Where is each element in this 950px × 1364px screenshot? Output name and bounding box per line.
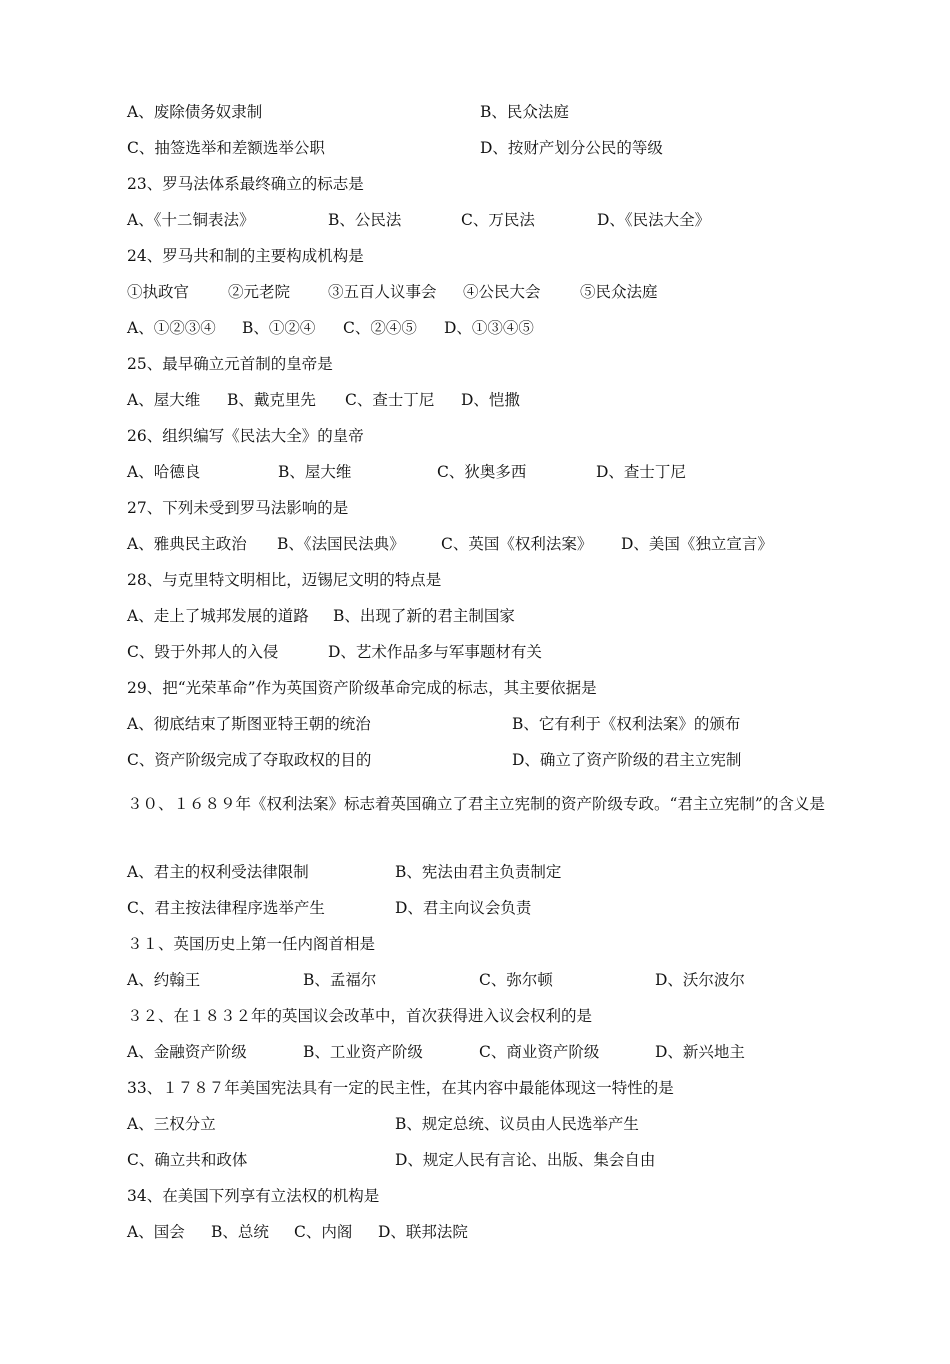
option-c: C、万民法 bbox=[461, 211, 535, 229]
option-d: D、《民法大全》 bbox=[597, 211, 711, 229]
question-26-options bbox=[127, 460, 686, 484]
item-4: ④公民大会 bbox=[463, 283, 541, 301]
option-a: A、屋大维 bbox=[127, 391, 201, 409]
option-a: A、废除债务奴隶制 bbox=[127, 103, 263, 121]
option-a: A、约翰王 bbox=[127, 971, 201, 989]
question-32-stem: ３２、在１８３２年的英国议会改革中，首次获得进入议会权利的是 bbox=[127, 1007, 593, 1025]
question-30-stem: ３０、１６８９年《权利法案》标志着英国确立了君主立宪制的资产阶级专政。“君主立宪制”的含义是 bbox=[127, 795, 825, 813]
question-29-stem: 29、把“光荣革命”作为英国资产阶级革命完成的标志，其主要依据是 bbox=[127, 679, 597, 697]
question-30-options-row-1 bbox=[127, 860, 562, 884]
option-a: A、哈德良 bbox=[127, 463, 201, 481]
option-d: D、艺术作品多与军事题材有关 bbox=[328, 643, 542, 661]
option-d: D、查士丁尼 bbox=[596, 463, 686, 481]
option-a: A、彻底结束了斯图亚特王朝的统治 bbox=[127, 715, 371, 733]
question-28-options-row-1 bbox=[127, 604, 515, 628]
question-30-options-row-2 bbox=[127, 896, 532, 920]
question-23-options bbox=[127, 208, 711, 232]
question-28-options-row-2 bbox=[127, 640, 542, 664]
option-c: C、确立共和政体 bbox=[127, 1151, 248, 1169]
item-2: ②元老院 bbox=[228, 283, 291, 301]
option-c: C、商业资产阶级 bbox=[479, 1043, 600, 1061]
option-c: C、狄奥多西 bbox=[437, 463, 527, 481]
option-a: A、国会 bbox=[127, 1223, 185, 1241]
item-3: ③五百人议事会 bbox=[328, 283, 437, 301]
question-31-stem: ３１、英国历史上第一任内阁首相是 bbox=[127, 935, 376, 953]
question-29-options-row-1 bbox=[127, 712, 741, 736]
option-b: B、工业资产阶级 bbox=[303, 1043, 423, 1061]
question-24-options bbox=[127, 316, 534, 340]
option-a: A、《十二铜表法》 bbox=[127, 211, 255, 229]
question-24-items bbox=[127, 280, 658, 304]
item-5: ⑤民众法庭 bbox=[580, 283, 658, 301]
option-b: B、宪法由君主负责制定 bbox=[395, 863, 562, 881]
option-d: D、君主向议会负责 bbox=[395, 899, 532, 917]
option-c: C、抽签选举和差额选举公职 bbox=[127, 139, 325, 157]
question-26-stem: 26、组织编写《民法大全》的皇帝 bbox=[127, 427, 364, 445]
option-c: C、资产阶级完成了夺取政权的目的 bbox=[127, 751, 372, 769]
option-c: C、②④⑤ bbox=[343, 319, 417, 337]
question-27-options bbox=[127, 532, 773, 556]
question-23-stem: 23、罗马法体系最终确立的标志是 bbox=[127, 175, 364, 193]
question-25-stem: 25、最早确立元首制的皇帝是 bbox=[127, 355, 333, 373]
option-d: D、确立了资产阶级的君主立宪制 bbox=[512, 751, 742, 769]
option-a: A、①②③④ bbox=[127, 319, 216, 337]
option-a: A、金融资产阶级 bbox=[127, 1043, 247, 1061]
option-b: B、戴克里先 bbox=[227, 391, 316, 409]
option-a: A、雅典民主政治 bbox=[127, 535, 247, 553]
option-b: B、公民法 bbox=[328, 211, 402, 229]
option-d: D、按财产划分公民的等级 bbox=[480, 139, 663, 157]
option-d: D、美国《独立宣言》 bbox=[621, 535, 773, 553]
option-d: D、联邦法院 bbox=[378, 1223, 468, 1241]
option-b: B、规定总统、议员由人民选举产生 bbox=[395, 1115, 639, 1133]
question-33-stem: 33、１７８７年美国宪法具有一定的民主性，在其内容中最能体现这一特性的是 bbox=[127, 1079, 674, 1097]
question-22-options-row-1 bbox=[127, 100, 569, 124]
option-c: C、君主按法律程序选举产生 bbox=[127, 899, 325, 917]
option-d: D、新兴地主 bbox=[655, 1043, 745, 1061]
option-d: D、沃尔波尔 bbox=[655, 971, 745, 989]
question-34-stem: 34、在美国下列享有立法权的机构是 bbox=[127, 1187, 380, 1205]
option-a: A、三权分立 bbox=[127, 1115, 216, 1133]
question-29-options-row-2 bbox=[127, 748, 742, 772]
option-d: D、规定人民有言论、出版、集会自由 bbox=[395, 1151, 656, 1169]
option-a: A、君主的权利受法律限制 bbox=[127, 863, 309, 881]
option-b: B、孟福尔 bbox=[303, 971, 377, 989]
option-c: C、弥尔顿 bbox=[479, 971, 553, 989]
question-24-stem: 24、罗马共和制的主要构成机构是 bbox=[127, 247, 364, 265]
option-c: C、内阁 bbox=[294, 1223, 353, 1241]
question-27-stem: 27、下列未受到罗马法影响的是 bbox=[127, 499, 349, 517]
question-31-options bbox=[127, 968, 745, 992]
option-d: D、①③④⑤ bbox=[444, 319, 534, 337]
question-25-options bbox=[127, 388, 520, 412]
question-33-options-row-1 bbox=[127, 1112, 639, 1136]
option-a: A、走上了城邦发展的道路 bbox=[127, 607, 309, 625]
option-b: B、总统 bbox=[211, 1223, 269, 1241]
option-b: B、屋大维 bbox=[278, 463, 352, 481]
option-d: D、恺撒 bbox=[461, 391, 520, 409]
item-1: ①执政官 bbox=[127, 283, 190, 301]
question-33-options-row-2 bbox=[127, 1148, 656, 1172]
question-32-options bbox=[127, 1040, 745, 1064]
option-b: B、民众法庭 bbox=[480, 103, 569, 121]
question-22-options-row-2 bbox=[127, 136, 663, 160]
option-c: C、查士丁尼 bbox=[345, 391, 435, 409]
option-b: B、《法国民法典》 bbox=[277, 535, 405, 553]
question-34-options bbox=[127, 1220, 468, 1244]
question-28-stem: 28、与克里特文明相比，迈锡尼文明的特点是 bbox=[127, 571, 442, 589]
option-c: C、毁于外邦人的入侵 bbox=[127, 643, 279, 661]
option-c: C、英国《权利法案》 bbox=[441, 535, 593, 553]
option-b: B、①②④ bbox=[242, 319, 316, 337]
option-b: B、出现了新的君主制国家 bbox=[333, 607, 515, 625]
option-b: B、它有利于《权利法案》的颁布 bbox=[512, 715, 741, 733]
